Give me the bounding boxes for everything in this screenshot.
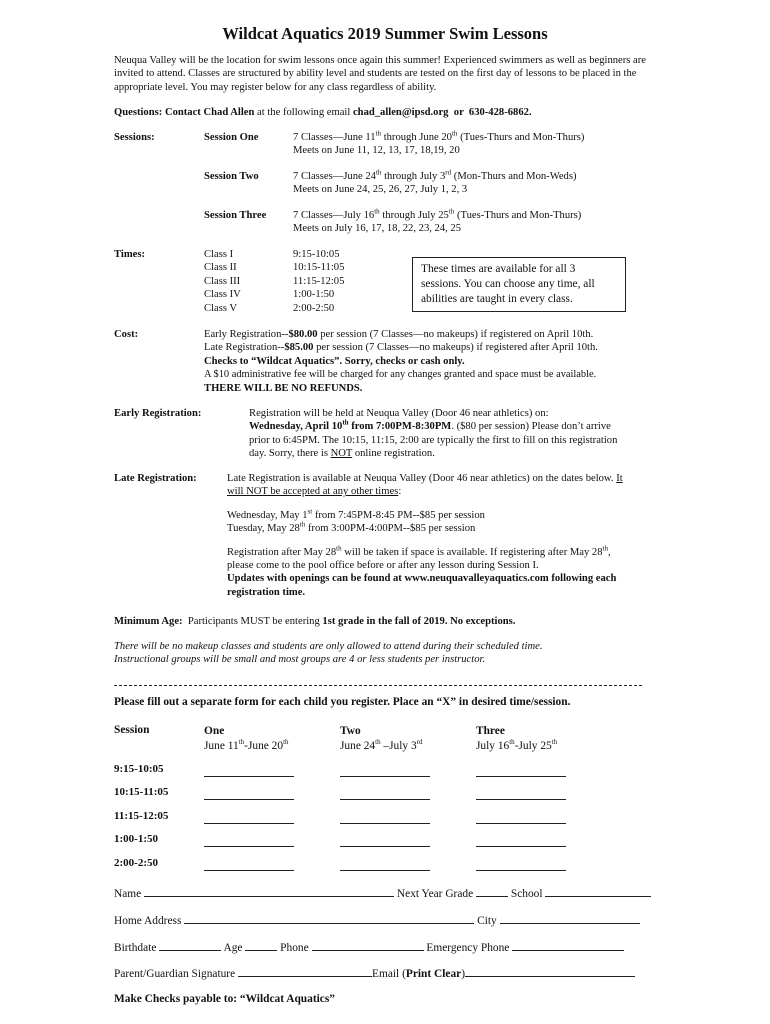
contact-email: chad_allen@ipsd.org: [352, 107, 449, 118]
email-field[interactable]: [465, 966, 635, 977]
phone-label: Phone: [280, 942, 309, 954]
school-field[interactable]: [545, 886, 651, 897]
times-note-box: These times are available for all 3 sessions. You can choose any time, all abilities are taught in every class.: [412, 257, 626, 312]
class-name: Class III: [204, 275, 241, 287]
cost-details: Early Registration--$80.00 per session (7 Classes—no makeups) if registered on April 10th. Late Registration--$85.00 per session (7 Classes—no makeups) if registered after April 10th. Checks to “Wildcat Aquatics”. Sorry, checks or cash only. A $10 administrative fee will be charged for any changes granted and space must be available. THERE WILL BE NO REFUNDS.: [204, 329, 598, 394]
time-slot-blank[interactable]: [204, 798, 294, 800]
minimum-age-line: Minimum Age: Participants MUST be entering 1st grade in the fall of 2019. No exceptions.: [114, 616, 516, 627]
time-slot-blank[interactable]: [476, 798, 566, 800]
session-three-details: 7 Classes—July 16th through July 25th (Tues-Thurs and Mon-Thurs) Meets on July 16, 17, 18, 22, 23, 24, 25: [293, 207, 582, 235]
time-slot-blank[interactable]: [204, 822, 294, 824]
class-name: Class IV: [204, 289, 241, 301]
session-one-name: Session One: [204, 132, 259, 143]
class-name: Class V: [204, 302, 238, 314]
session-column-label: Session: [114, 724, 150, 736]
time-slot-blank[interactable]: [340, 775, 430, 777]
name-field[interactable]: [144, 886, 394, 897]
class-time: 2:00-2:50: [293, 302, 335, 314]
school-label: School: [510, 888, 543, 900]
column-session-two: Two June 24th –July 3rd: [340, 725, 423, 752]
age-field[interactable]: [245, 940, 277, 951]
contact-phone: 630-428-6862.: [468, 107, 532, 118]
time-row-label: 1:00-1:50: [114, 833, 158, 845]
time-slot-blank[interactable]: [476, 869, 566, 871]
form-heading: Please fill out a separate form for each child you register. Place an “X” in desired time/session.: [114, 696, 571, 708]
birthdate-field[interactable]: [159, 940, 221, 951]
name-grade-school-line: [114, 886, 651, 901]
address-field[interactable]: [184, 913, 474, 924]
time-row-label: 10:15-11:05: [114, 786, 169, 798]
class-time: 10:15-11:05: [293, 262, 345, 274]
email-label: Email (: [372, 968, 406, 980]
address-label: Home Address: [114, 915, 182, 927]
late-registration-details: Late Registration is available at Neuqua Valley (Door 46 near athletics) on the dates below. It will NOT be accepted at any other times: Wednesday, May 1st from 7:45PM-8:45 PM--$85 per session Tuesday, May 28th from 3:00PM-4:00PM--$85 per session Registration after May 28th will be taken if space is available. If registering after May 28th, please come to the pool office before or after any lesson during Session I. Updates with openings can be found at www.neuquavalleyaquatics.com following each registration time.: [227, 473, 623, 598]
time-slot-blank[interactable]: [204, 869, 294, 871]
name-label: Name: [114, 888, 142, 900]
time-slot-blank[interactable]: [476, 845, 566, 847]
time-row-label: 9:15-10:05: [114, 763, 164, 775]
email-paren: ): [461, 968, 466, 980]
time-slot-blank[interactable]: [476, 822, 566, 824]
address-city-line: [114, 913, 640, 928]
signature-email-line: [114, 966, 635, 981]
time-row-label: 2:00-2:50: [114, 857, 158, 869]
session-two-details: 7 Classes—June 24th through July 3rd (Mon-Thurs and Mon-Weds) Meets on June 24, 25, 26, 27, July 1, 2, 3: [293, 168, 577, 196]
column-session-three: Three July 16th-July 25th: [476, 725, 558, 752]
policy-notes: There will be no makeup classes and students are only allowed to attend during their scheduled time. Instructional groups will be small and most groups are 4 or less students per instructor.: [114, 641, 543, 666]
time-slot-blank[interactable]: [204, 845, 294, 847]
early-registration-details: Registration will be held at Neuqua Valley (Door 46 near athletics) on: Wednesday, April 10th from 7:00PM-8:30PM. ($80 per session) Please don’t arrive prior to 6:45PM. The 10:15, 11:15, 2:00 are typically the first to fill on this registration day. Sorry, there is NOT online registration.: [249, 408, 618, 460]
questions-middle: at the following email: [254, 107, 353, 118]
session-one-details: 7 Classes—June 11th through June 20th (Tues-Thurs and Mon-Thurs) Meets on June 11, 12, 13, 17, 18,19, 20: [293, 129, 585, 157]
times-label: Times:: [114, 249, 145, 260]
sessions-label: Sessions:: [114, 132, 155, 143]
session-two-name: Session Two: [204, 171, 259, 182]
class-time: 11:15-12:05: [293, 275, 345, 287]
time-slot-blank[interactable]: [340, 869, 430, 871]
time-slot-blank[interactable]: [340, 798, 430, 800]
email-print-clear: Print Clear: [405, 968, 462, 980]
city-label: City: [477, 915, 497, 927]
document-title: Wildcat Aquatics 2019 Summer Swim Lessons: [222, 24, 548, 43]
emergency-phone-label: Emergency Phone: [426, 942, 510, 954]
questions-or: or: [448, 107, 469, 118]
questions-label: Questions:: [114, 107, 163, 118]
time-list: [293, 248, 344, 315]
session-three-name: Session Three: [204, 210, 267, 221]
birthdate-label: Birthdate: [114, 942, 157, 954]
cost-label: Cost:: [114, 329, 139, 340]
class-list: [204, 248, 241, 315]
birthdate-phone-line: [114, 940, 624, 955]
intro-paragraph: Neuqua Valley will be the location for swim lessons once again this summer! Experienced swimmers as well as beginners are invited to attend. Classes are structured by ability level and students are tested on the first day of lessons to be placed in the appropriate level. You may register below for any class regardless of ability.: [114, 55, 646, 93]
early-registration-label: Early Registration:: [114, 408, 202, 419]
emergency-phone-field[interactable]: [512, 940, 624, 951]
payable-note: Make Checks payable to: “Wildcat Aquatics”: [114, 993, 335, 1005]
signature-label: Parent/Guardian Signature: [114, 968, 236, 980]
late-registration-label: Late Registration:: [114, 473, 197, 484]
time-row-label: 11:15-12:05: [114, 810, 169, 822]
time-slot-blank[interactable]: [204, 775, 294, 777]
class-name: Class I: [204, 249, 234, 260]
time-slot-blank[interactable]: [340, 822, 430, 824]
time-slot-blank[interactable]: [340, 845, 430, 847]
class-time: 9:15-10:05: [293, 249, 340, 260]
grade-field[interactable]: [476, 886, 508, 897]
signature-field[interactable]: [238, 966, 372, 977]
time-slot-blank[interactable]: [476, 775, 566, 777]
contact-name: Contact Chad Allen: [164, 107, 255, 118]
age-label: Age: [223, 942, 243, 954]
questions-line: [114, 106, 674, 119]
class-name: Class II: [204, 262, 237, 274]
class-time: 1:00-1:50: [293, 289, 335, 301]
grade-label: Next Year Grade: [396, 888, 474, 900]
column-session-one: One June 11th-June 20th: [204, 725, 289, 752]
city-field[interactable]: [500, 913, 640, 924]
cut-line-divider: [114, 685, 642, 686]
phone-field[interactable]: [312, 940, 424, 951]
